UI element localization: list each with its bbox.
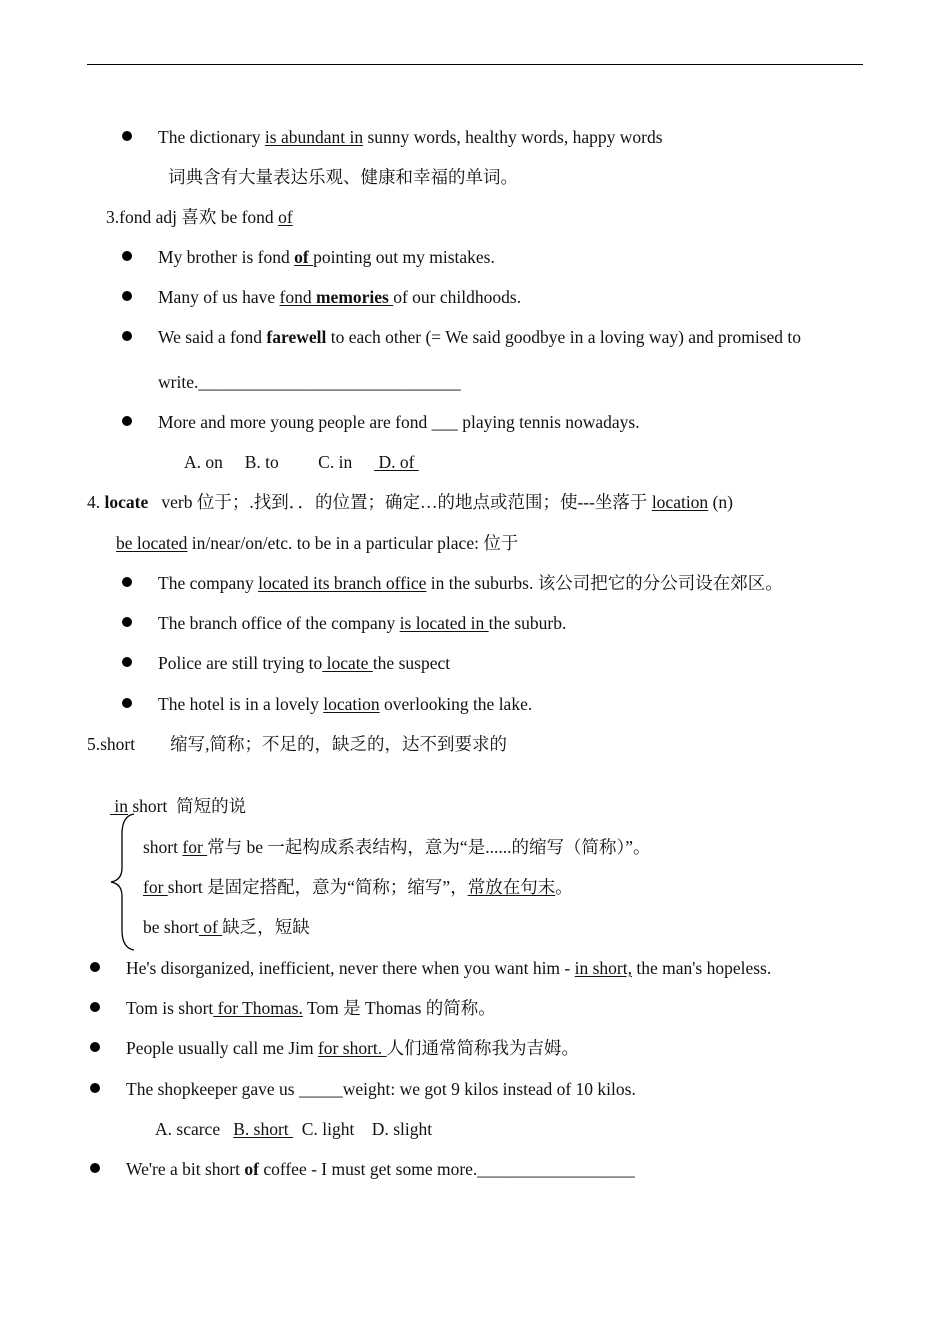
note-short-for: short for 常与 be 一起构成系表结构，意为“是......的缩写（简称）”。 [143,837,651,857]
bullet-icon [122,617,132,627]
note-be-short-of: be short of 缺乏，短缺 [143,917,310,937]
bullet-icon [122,698,132,708]
example-locate-4: The hotel is in a lovely location overlooking the lake. [158,694,533,714]
definition-located: be located in/near/on/etc. to be in a particular place: 位于 [116,533,519,553]
note-for-short: for short 是固定搭配，意为“简称；缩写”，常放在句末。 [143,877,573,897]
example-fond-3-cont: write.______________________________ [158,372,461,392]
example-short-4: We're a bit short of coffee - I must get some more.__________________ [126,1159,635,1179]
options-short: A. scarce B. short C. light D. slight [155,1119,433,1139]
heading-locate: 4. locate verb 位于；.找到．．的位置；确定…的地点或范围；使---坐落于 location (n) [87,492,733,512]
bullet-icon [122,657,132,667]
example-fond-2: Many of us have fond memories of our childhoods. [158,287,522,307]
bullet-icon [122,331,132,341]
heading-short: 5.short 缩写,简称；不足的，缺乏的，达不到要求的 [87,734,507,754]
options-fond: A. on B. to C. in D. of [184,452,419,472]
example-short-1: He's disorganized, inefficient, never there when you want him - in short, the man's hopeless. [126,958,772,978]
bullet-icon [122,131,132,141]
bullet-icon [122,251,132,261]
example-fond-3: We said a fond farewell to each other (= We said goodbye in a loving way) and promised to [158,327,802,347]
question-fond: More and more young people are fond ___ playing tennis nowadays. [158,412,640,432]
example-short-3: People usually call me Jim for short. 人们通常简称我为吉姆。 [126,1038,580,1058]
example-fond-1: My brother is fond of pointing out my mistakes. [158,247,495,267]
question-short: The shopkeeper gave us _____weight: we got 9 kilos instead of 10 kilos. [126,1079,636,1099]
bullet-icon [90,1042,100,1052]
bullet-icon [122,416,132,426]
example-locate-2: The branch office of the company is located in the suburb. [158,613,567,633]
brace-icon [108,812,138,952]
phrase-in-short: in short 简短的说 [110,796,247,816]
example-abundant: The dictionary is abundant in sunny words, healthy words, happy words [158,127,663,147]
bullet-icon [90,1002,100,1012]
heading-fond: 3.fond adj 喜欢 be fond of [106,207,293,227]
bullet-icon [122,291,132,301]
header-rule [87,64,863,65]
bullet-icon [90,1083,100,1093]
bullet-icon [90,962,100,972]
example-short-2: Tom is short for Thomas. Tom 是 Thomas 的简称。 [126,998,496,1018]
example-locate-1: The company located its branch office in the suburbs. 该公司把它的分公司设在郊区。 [158,573,783,593]
example-locate-3: Police are still trying to locate the suspect [158,653,451,673]
bullet-icon [90,1163,100,1173]
translation-abundant: 词典含有大量表达乐观、健康和幸福的单词。 [168,167,518,187]
bullet-icon [122,577,132,587]
